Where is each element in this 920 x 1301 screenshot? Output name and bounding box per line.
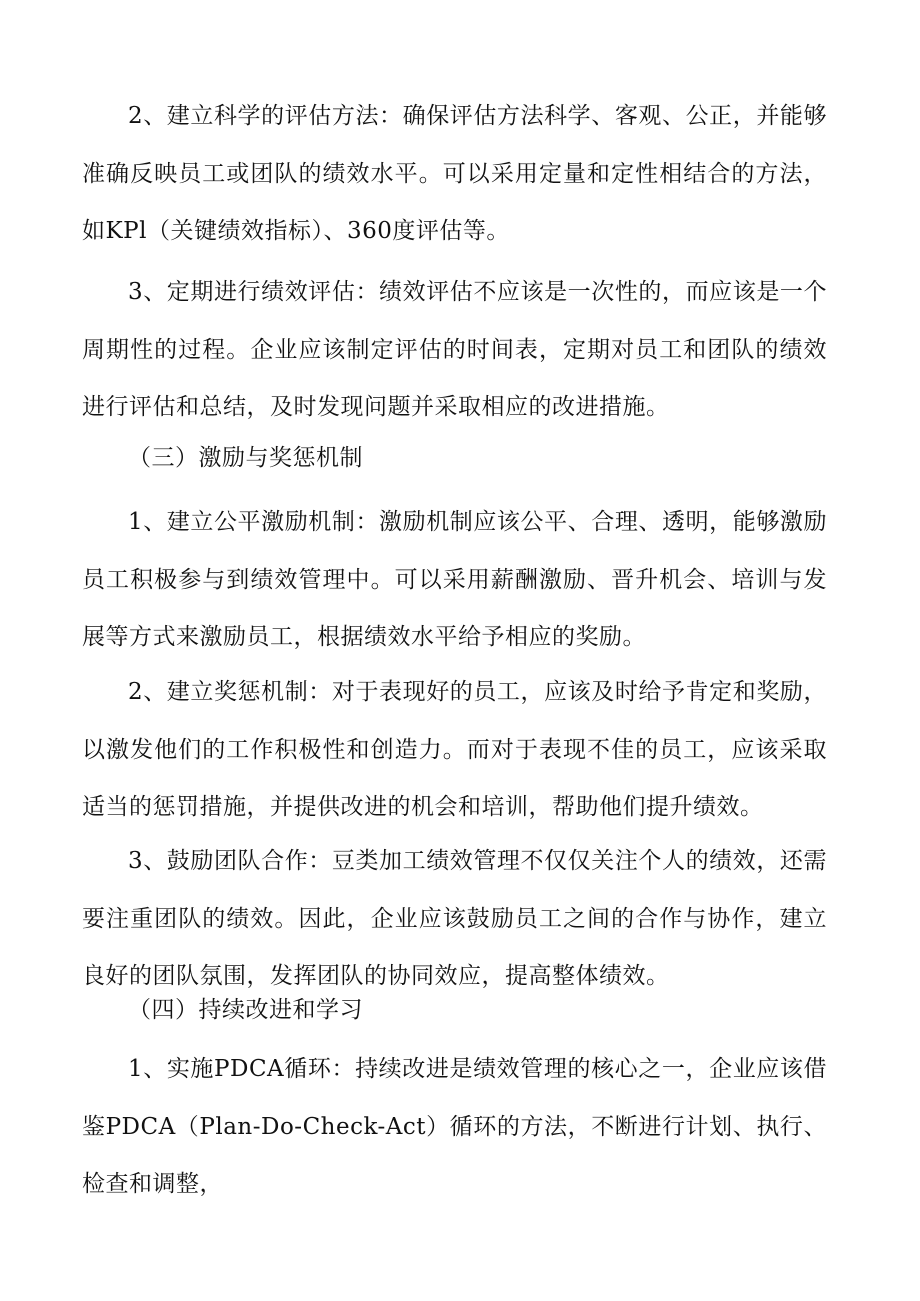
paragraph-team-cooperation: 3、鼓励团队合作：豆类加工绩效管理不仅仅关注个人的绩效，还需要注重团队的绩效。因此，企业应该鼓励员工之间的合作与协作，建立良好的团队氛围，发挥团队的协同效应，提高整体绩效。 — [82, 848, 827, 989]
section-heading-incentives: （三）激励与奖惩机制 — [128, 445, 363, 471]
paragraph-periodic-evaluation: 3、定期进行绩效评估：绩效评估不应该是一次性的，而应该是一个周期性的过程。企业应该制定评估的时间表，定期对员工和团队的绩效进行评估和总结，及时发现问题并采取相应的改进措施。 — [82, 279, 827, 420]
paragraph-fair-incentives: 1、建立公平激励机制：激励机制应该公平、合理、透明，能够激励员工积极参与到绩效管理中。可以采用薪酬激励、晋升机会、培训与发展等方式来激励员工，根据绩效水平给予相应的奖励。 — [82, 509, 827, 650]
section-heading-continuous-improvement: （四）持续改进和学习 — [128, 997, 363, 1023]
paragraph-reward-punishment: 2、建立奖惩机制：对于表现好的员工，应该及时给予肯定和奖励，以激发他们的工作积极性和创造力。而对于表现不佳的员工，应该采取适当的惩罚措施，并提供改进的机会和培训，帮助他们提升绩效。 — [82, 679, 827, 820]
paragraph-pdca-cycle: 1、实施PDCA循环：持续改进是绩效管理的核心之一，企业应该借鉴PDCA（Plan-Do-Check-Act）循环的方法，不断进行计划、执行、检查和调整， — [82, 1056, 827, 1197]
paragraph-evaluation-method: 2、建立科学的评估方法：确保评估方法科学、客观、公正，并能够准确反映员工或团队的绩效水平。可以采用定量和定性相结合的方法，如KPl（关键绩效指标）、360度评估等。 — [82, 103, 827, 244]
